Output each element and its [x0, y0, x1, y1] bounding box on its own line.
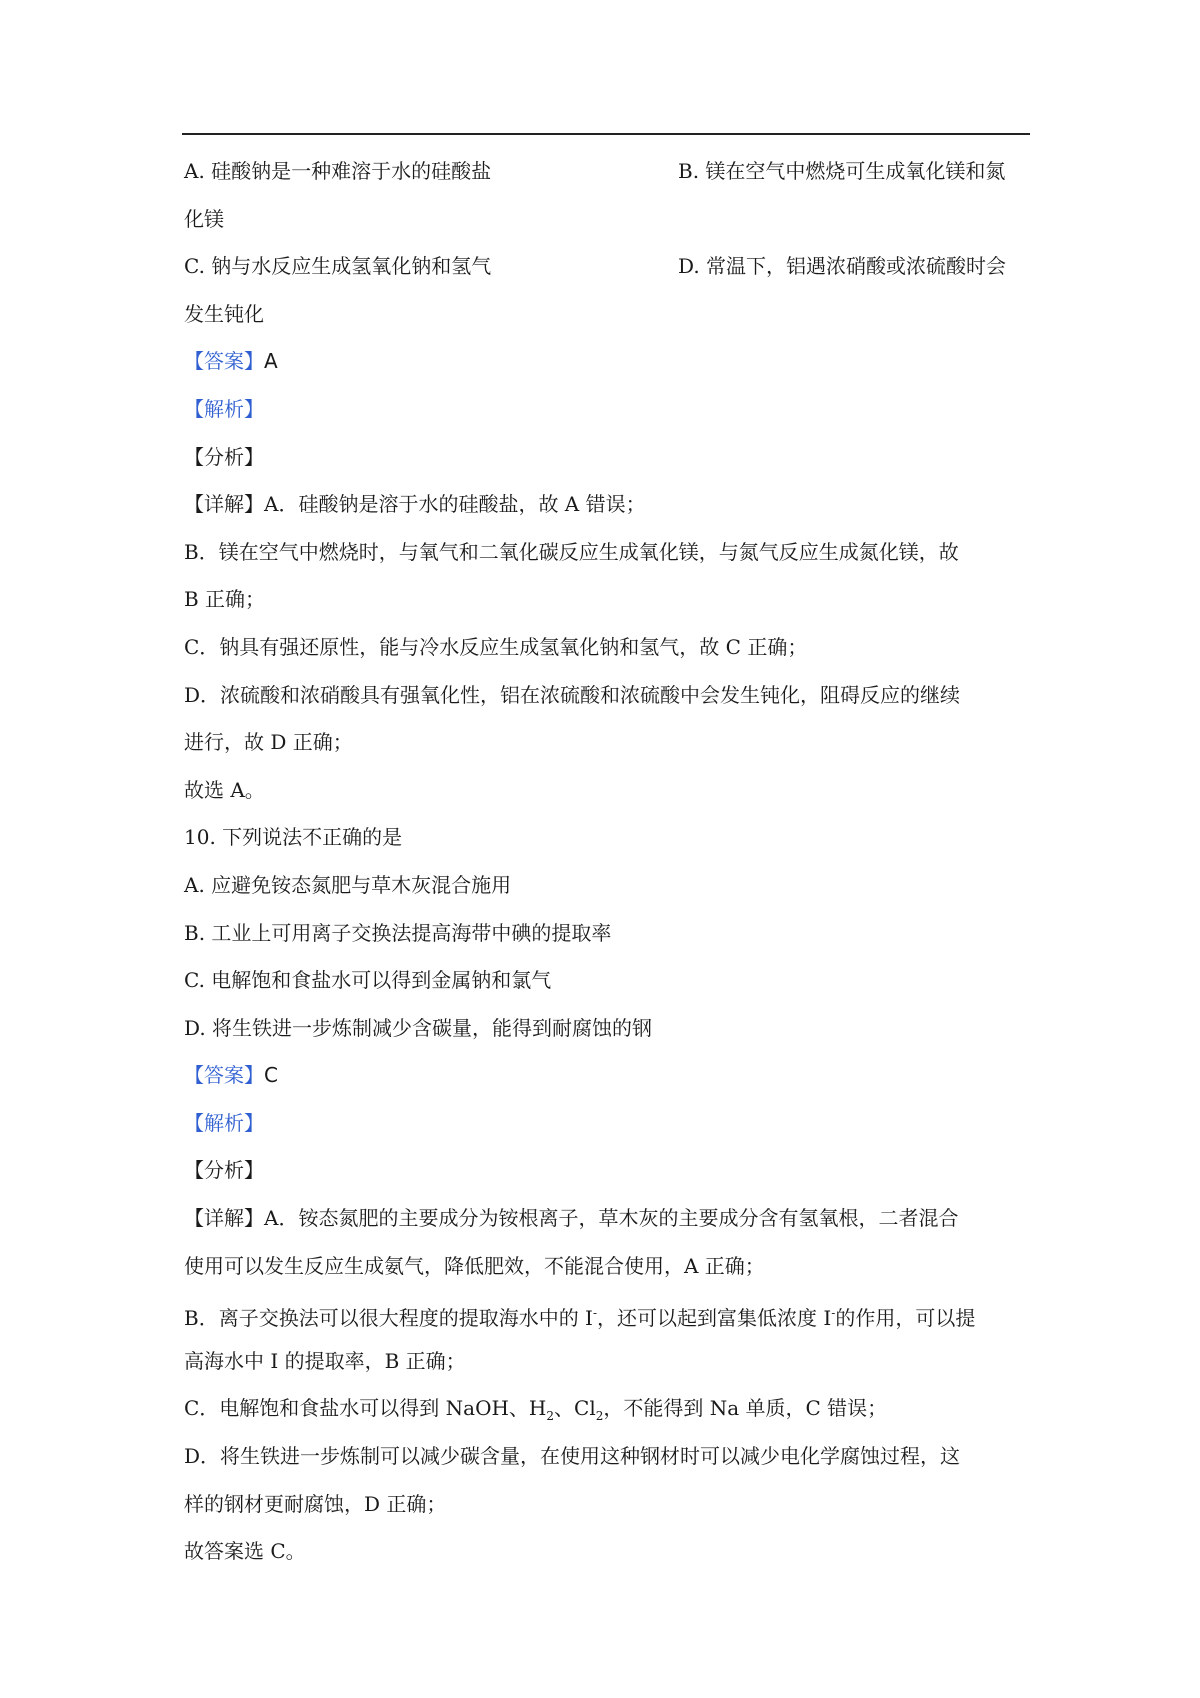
text-segment: C．电解饱和食盐水可以得到 NaOH、H	[184, 1396, 547, 1421]
text-segment: 的作用，可以提	[835, 1306, 976, 1331]
q10-jiexi-heading: 【解析】	[184, 1110, 264, 1135]
q10-answer-label: 【答案】	[184, 1063, 264, 1088]
document-body	[184, 148, 1030, 1576]
subscript: 2	[546, 1409, 555, 1424]
q10-conclusion: 故答案选 C。	[184, 1539, 306, 1564]
superscript: -	[592, 1306, 598, 1321]
q9-answer-value: A	[264, 349, 278, 374]
q9-conclusion: 故选 A。	[184, 777, 265, 802]
q9-option-d-wrap: 发生钝化	[184, 301, 264, 326]
text-segment: ，不能得到 Na 单质，C 错误；	[603, 1396, 888, 1421]
q10-detail-d2: 样的钢材更耐腐蚀，D 正确；	[184, 1491, 447, 1516]
q9-detail-line: B．镁在空气中燃烧时，与氧气和二氧化碳反应生成氧化镁，与氮气反应生成氮化镁，故	[184, 539, 959, 564]
q10-option-d: D. 将生铁进一步炼制减少含碳量，能得到耐腐蚀的钢	[184, 1015, 653, 1040]
text-segment: ，还可以起到富集低浓度 I	[597, 1306, 832, 1331]
q10-option-b: B. 工业上可用离子交换法提高海带中碘的提取率	[184, 920, 612, 945]
q9-answer-label: 【答案】	[184, 349, 264, 374]
q10-detail-b1	[184, 1290, 1030, 1338]
header-rule	[182, 133, 1030, 135]
q10-fenxi-heading: 【分析】	[184, 1158, 264, 1183]
q10-detail-c	[184, 1385, 1030, 1433]
q9-detail-line: 【详解】A．硅酸钠是溶于水的硅酸盐，故 A 错误；	[184, 492, 646, 517]
q9-detail-line: D．浓硫酸和浓硝酸具有强氧化性，铝在浓硫酸和浓硫酸中会发生钝化，阻碍反应的继续	[184, 682, 961, 707]
q10-option-c: C. 电解饱和食盐水可以得到金属钠和氯气	[184, 968, 552, 993]
q9-options-row-1	[184, 148, 1030, 196]
q9-option-b: B. 镁在空气中燃烧可生成氧化镁和氮	[678, 159, 1006, 183]
text-segment: 、Cl	[554, 1396, 596, 1421]
q10-detail-a2: 使用可以发生反应生成氨气，降低肥效，不能混合使用，A 正确；	[184, 1253, 765, 1278]
q9-option-c: C. 钠与水反应生成氢氧化钠和氢气	[184, 254, 492, 279]
q9-options-row-2	[184, 243, 1030, 291]
subscript: 2	[595, 1409, 604, 1424]
q9-option-a: A. 硅酸钠是一种难溶于水的硅酸盐	[184, 159, 492, 183]
q9-answer	[184, 338, 1030, 386]
q10-detail-a1: 【详解】A．铵态氮肥的主要成分为铵根离子，草木灰的主要成分含有氢氧根，二者混合	[184, 1206, 959, 1231]
text-segment: B．离子交换法可以很大程度的提取海水中的 I	[184, 1306, 593, 1331]
q9-option-d: D. 常温下，铝遇浓硝酸或浓硫酸时会	[678, 254, 1007, 279]
q9-option-b-wrap: 化镁	[184, 206, 224, 231]
superscript: -	[831, 1306, 836, 1321]
q9-detail-line: C．钠具有强还原性，能与冷水反应生成氢氧化钠和氢气，故 C 正确；	[184, 634, 808, 659]
q10-answer	[184, 1052, 1030, 1100]
q9-detail-line: 进行，故 D 正确；	[184, 730, 353, 755]
q10-stem: 10. 下列说法不正确的是	[184, 825, 403, 850]
q10-detail-b2: 高海水中 I 的提取率，B 正确；	[184, 1348, 466, 1373]
q9-fenxi-heading: 【分析】	[184, 444, 264, 469]
q10-option-a: A. 应避免铵态氮肥与草木灰混合施用	[184, 872, 512, 897]
q10-detail-d1: D．将生铁进一步炼制可以减少碳含量，在使用这种钢材时可以减少电化学腐蚀过程，这	[184, 1444, 961, 1469]
q9-jiexi-heading: 【解析】	[184, 396, 264, 421]
q10-answer-value: C	[264, 1063, 278, 1088]
q9-detail-line: B 正确；	[184, 587, 266, 612]
